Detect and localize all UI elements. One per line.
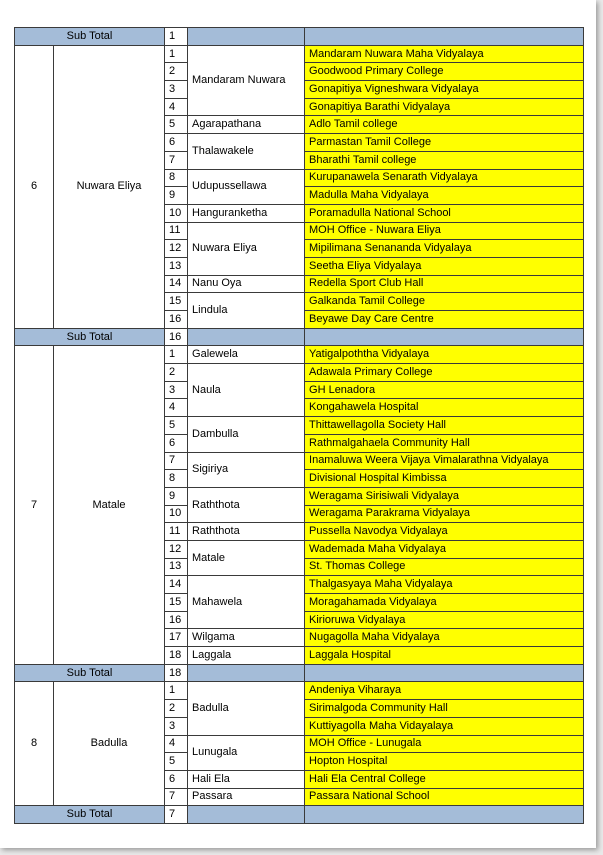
row-number: 5 [165, 116, 188, 134]
center-name: Adawala Primary College [305, 364, 584, 382]
table-cell [305, 806, 584, 824]
area-name: Mandaram Nuwara [188, 45, 305, 116]
center-name: Yatigalpoththa Vidyalaya [305, 346, 584, 364]
area-name: Lindula [188, 293, 305, 328]
row-number: 7 [165, 151, 188, 169]
row-number: 15 [165, 594, 188, 612]
center-name: Inamaluwa Weera Vijaya Vimalarathna Vidyalaya [305, 452, 584, 470]
area-name: Nuwara Eliya [188, 222, 305, 275]
area-name: Laggala [188, 647, 305, 665]
center-name: Hali Ela Central College [305, 770, 584, 788]
center-name: Madulla Maha Vidyalaya [305, 187, 584, 205]
area-name: Mahawela [188, 576, 305, 629]
row-number: 16 [165, 311, 188, 329]
area-name: Galewela [188, 346, 305, 364]
center-name: Laggala Hospital [305, 647, 584, 665]
vaccination-centers-table [14, 27, 584, 824]
area-name: Dambulla [188, 417, 305, 452]
area-name: Passara [188, 788, 305, 806]
subtotal-count: 1 [165, 28, 188, 46]
row-number: 4 [165, 98, 188, 116]
row-number: 1 [165, 45, 188, 63]
center-name: Bharathi Tamil college [305, 151, 584, 169]
area-name: Lunugala [188, 735, 305, 770]
row-number: 3 [165, 381, 188, 399]
row-number: 16 [165, 611, 188, 629]
subtotal-count: 7 [165, 806, 188, 824]
row-number: 1 [165, 682, 188, 700]
center-name: Redella Sport Club Hall [305, 275, 584, 293]
area-name: Hanguranketha [188, 204, 305, 222]
row-number: 7 [165, 452, 188, 470]
row-number: 6 [165, 770, 188, 788]
center-name: Mipilimana Senananda Vidyalaya [305, 240, 584, 258]
table-row [15, 346, 584, 364]
table-cell [188, 328, 305, 346]
district-name: Nuwara Eliya [54, 45, 165, 328]
row-number: 11 [165, 523, 188, 541]
row-number: 4 [165, 399, 188, 417]
center-name: Kirioruwa Vidyalaya [305, 611, 584, 629]
subtotal-label: Sub Total [15, 664, 165, 682]
district-id: 6 [15, 45, 54, 328]
row-number: 5 [165, 417, 188, 435]
row-number: 2 [165, 364, 188, 382]
table-cell [188, 664, 305, 682]
row-number: 13 [165, 558, 188, 576]
row-number: 3 [165, 81, 188, 99]
row-number: 6 [165, 134, 188, 152]
row-number: 1 [165, 346, 188, 364]
row-number: 9 [165, 187, 188, 205]
table-cell [305, 28, 584, 46]
subtotal-row [15, 328, 584, 346]
center-name: Wademada Maha Vidyalaya [305, 540, 584, 558]
area-name: Thalawakele [188, 134, 305, 169]
row-number: 9 [165, 487, 188, 505]
center-name: Poramadulla National School [305, 204, 584, 222]
area-name: Agarapathana [188, 116, 305, 134]
center-name: Gonapitiya Vigneshwara Vidyalaya [305, 81, 584, 99]
center-name: Adlo Tamil college [305, 116, 584, 134]
subtotal-label: Sub Total [15, 806, 165, 824]
row-number: 3 [165, 717, 188, 735]
subtotal-row [15, 806, 584, 824]
table-row [15, 45, 584, 63]
center-name: MOH Office - Lunugala [305, 735, 584, 753]
center-name: Parmastan Tamil College [305, 134, 584, 152]
row-number: 14 [165, 275, 188, 293]
center-name: Passara National School [305, 788, 584, 806]
row-number: 8 [165, 169, 188, 187]
center-name: Beyawe Day Care Centre [305, 311, 584, 329]
area-name: Badulla [188, 682, 305, 735]
center-name: Goodwood Primary College [305, 63, 584, 81]
center-name: St. Thomas College [305, 558, 584, 576]
row-number: 10 [165, 204, 188, 222]
table-cell [305, 328, 584, 346]
row-number: 10 [165, 505, 188, 523]
row-number: 13 [165, 257, 188, 275]
center-name: Thittawellagolla Society Hall [305, 417, 584, 435]
center-name: Kurupanawela Senarath Vidyalaya [305, 169, 584, 187]
center-name: Nugagolla Maha Vidyalaya [305, 629, 584, 647]
row-number: 8 [165, 470, 188, 488]
center-name: Rathmalgahaela Community Hall [305, 434, 584, 452]
district-name: Matale [54, 346, 165, 664]
row-number: 14 [165, 576, 188, 594]
center-name: Weragama Sirisiwali Vidyalaya [305, 487, 584, 505]
subtotal-row [15, 28, 584, 46]
area-name: Nanu Oya [188, 275, 305, 293]
center-name: Pussella Navodya Vidyalaya [305, 523, 584, 541]
center-name: Seetha Eliya Vidyalaya [305, 257, 584, 275]
row-number: 15 [165, 293, 188, 311]
area-name: Udupussellawa [188, 169, 305, 204]
center-name: Andeniya Viharaya [305, 682, 584, 700]
subtotal-label: Sub Total [15, 28, 165, 46]
center-name: Kuttiyagolla Maha Vidayalaya [305, 717, 584, 735]
center-name: Weragama Parakrama Vidyalaya [305, 505, 584, 523]
area-name: Hali Ela [188, 770, 305, 788]
row-number: 12 [165, 540, 188, 558]
center-name: Sirimalgoda Community Hall [305, 700, 584, 718]
subtotal-count: 18 [165, 664, 188, 682]
center-name: GH Lenadora [305, 381, 584, 399]
row-number: 18 [165, 647, 188, 665]
center-name: Kongahawela Hospital [305, 399, 584, 417]
district-id: 7 [15, 346, 54, 664]
center-name: Hopton Hospital [305, 753, 584, 771]
row-number: 12 [165, 240, 188, 258]
row-number: 11 [165, 222, 188, 240]
district-name: Badulla [54, 682, 165, 806]
table-cell [188, 806, 305, 824]
table-row [15, 682, 584, 700]
table-cell [305, 664, 584, 682]
row-number: 2 [165, 700, 188, 718]
area-name: Matale [188, 540, 305, 575]
area-name: Sigiriya [188, 452, 305, 487]
subtotal-row [15, 664, 584, 682]
row-number: 5 [165, 753, 188, 771]
center-name: Gonapitiya Barathi Vidyalaya [305, 98, 584, 116]
row-number: 7 [165, 788, 188, 806]
center-name: Moragahamada Vidyalaya [305, 594, 584, 612]
row-number: 6 [165, 434, 188, 452]
row-number: 17 [165, 629, 188, 647]
center-name: Mandaram Nuwara Maha Vidyalaya [305, 45, 584, 63]
row-number: 2 [165, 63, 188, 81]
area-name: Raththota [188, 487, 305, 522]
area-name: Naula [188, 364, 305, 417]
subtotal-label: Sub Total [15, 328, 165, 346]
subtotal-count: 16 [165, 328, 188, 346]
district-id: 8 [15, 682, 54, 806]
center-name: Thalgasyaya Maha Vidyalaya [305, 576, 584, 594]
center-name: MOH Office - Nuwara Eliya [305, 222, 584, 240]
center-name: Divisional Hospital Kimbissa [305, 470, 584, 488]
table-cell [188, 28, 305, 46]
area-name: Wilgama [188, 629, 305, 647]
area-name: Raththota [188, 523, 305, 541]
center-name: Galkanda Tamil College [305, 293, 584, 311]
row-number: 4 [165, 735, 188, 753]
